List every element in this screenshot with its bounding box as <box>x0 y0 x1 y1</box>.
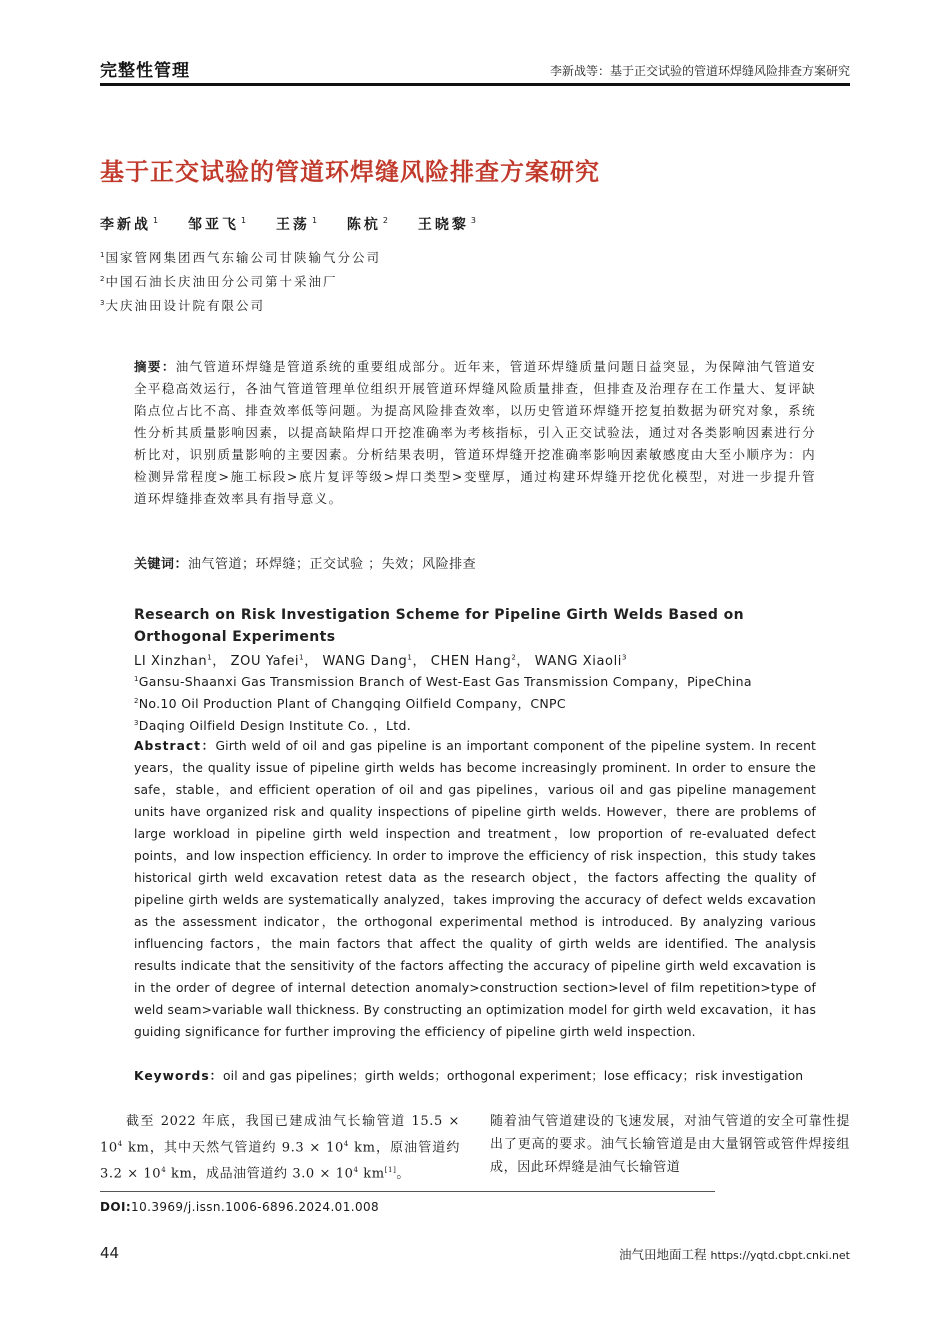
doi-value[interactable]: 10.3969/j.issn.1006-6896.2024.01.008 <box>131 1200 380 1214</box>
author-name-en: WANG Dang <box>322 654 408 669</box>
paper-title-en: Research on Risk Investigation Scheme for Pipeline Girth Welds Based on Orthogonal Experiments <box>134 607 745 645</box>
author-name-en: CHEN Hang <box>430 654 512 669</box>
author-affiliation-mark: 1 <box>240 216 247 226</box>
affiliation-text-en: No.10 Oil Production Plant of Changqing Oilfield Company，CNPC <box>138 696 566 711</box>
keywords-en <box>134 1066 803 1084</box>
affiliation-number: 2 <box>134 696 139 705</box>
body-text-left: 截至 2022 年底，我国已建成油气长输管道 $15.5 \times 10^4$ km，其中天然气管道约 $9.3 \times 10^4$ km，原油管道约 $3.2 \times 10^4$ km，成品油管道约 $3.0 \times 10^4$ km[1]。 <box>100 1114 460 1182</box>
affiliation-text-en: Gansu-Shaanxi Gas Transmission Branch of West-East Gas Transmission Company，PipeChina <box>138 674 752 689</box>
keywords-en-text: oil and gas pipelines；girth welds；orthogonal experiment；lose efficacy；risk investigation <box>222 1069 804 1083</box>
author-affiliation-mark: 2 <box>511 653 517 662</box>
abstract-en <box>134 735 816 1043</box>
affiliation-number: 1 <box>134 674 139 683</box>
running-title: 李新战等：基于正交试验的管道环焊缝风险排查方案研究 <box>549 64 850 78</box>
affiliation-en <box>134 716 411 734</box>
abstract-cn-label: 摘要： <box>134 359 176 374</box>
affiliation-text: 中国石油长庆油田分公司第十采油厂 <box>105 274 338 289</box>
author-name: 王荡 <box>275 217 310 233</box>
author-name-en: ZOU Yafei <box>230 654 300 669</box>
header-divider <box>100 83 850 86</box>
citation-ref[interactable]: [1] <box>384 1166 397 1175</box>
author-list <box>100 214 498 234</box>
keywords-cn-label: 关键词： <box>134 557 189 572</box>
author-affiliation-mark: 3 <box>470 216 476 226</box>
affiliation-en <box>134 694 566 712</box>
author-name: 邹亚飞 <box>187 217 239 233</box>
abstract-cn-text: 油气管道环焊缝是管道系统的重要组成部分。近年来，管道环焊缝质量问题日益突显，为保障油气管道安全平稳高效运行，各油气管道管理单位组织开展管道环焊缝风险质量排查，但排查及治理存在工作量大、复评缺陷点位占比不高、排查效率低等问题。为提高风险排查效率，以历史管道环焊缝开挖复拍数据为研究对象，系统性分析其质量影响因素，以提高缺陷焊口开挖准确率为考核指标，引入正交试验法，通过对各类影响因素进行分析比对，识别质量影响的主要因素。分析结果表明，管道环焊缝开挖准确率影响因素敏感度由大至小顺序为：内检测异常程度>施工标段>底片复评等级>焊口类型>变壁厚，通过构建环焊缝开挖优化模型，对进一步提升管道环焊缝排查效率具有指导意义。 <box>134 359 817 506</box>
author-affiliation-mark: 1 <box>207 653 213 662</box>
journal-url[interactable]: https://yqtd.cbpt.cnki.net <box>710 1249 850 1262</box>
author-affiliation-mark: 1 <box>153 216 159 226</box>
abstract-en-label: Abstract： <box>134 739 216 753</box>
page-number: 44 <box>100 1244 120 1262</box>
author-affiliation-mark: 1 <box>311 216 318 226</box>
affiliation <box>100 272 337 290</box>
paper-title: 基于正交试验的管道环焊缝风险排查方案研究 <box>100 157 600 186</box>
body-text-right: 随着油气管道建设的飞速发展，对油气管道的安全可靠性提出了更高的要求。油气长输管道是由大量钢管或管件焊接组成，因此环焊缝是油气长输管道 <box>490 1114 850 1175</box>
keywords-cn-text: 油气管道；环焊缝；正交试验 ；失效；风险排查 <box>188 557 477 572</box>
affiliation <box>100 248 381 266</box>
section-label: 完整性管理 <box>100 61 190 81</box>
doi-label: DOI: <box>100 1200 132 1214</box>
author-affiliation-mark: 1 <box>299 653 305 662</box>
author-name: 陈杭 <box>346 217 381 233</box>
affiliation-en <box>134 672 752 690</box>
author-affiliation-mark: 3 <box>622 653 628 662</box>
author-name: 李新战 <box>100 217 151 233</box>
author-list-en: LI Xinzhan$^1$， ZOU Yafei$^1$， WANG Dang$^1$， CHEN Hang$^2$， WANG Xiaoli$^3$ <box>134 653 628 669</box>
author-name: 王晓黎 <box>417 217 469 233</box>
doi <box>100 1200 379 1214</box>
journal-footer <box>619 1245 850 1263</box>
affiliation <box>100 296 265 314</box>
footnote-divider <box>100 1191 715 1192</box>
author-affiliation-mark: 1 <box>407 653 413 662</box>
affiliation-number: 1 <box>100 250 105 259</box>
abstract-en-text: Girth weld of oil and gas pipeline is an important component of the pipeline system. In recent years，the quality issue of pipeline girth welds has become increasingly prominent. In order to ensure the safe，stable，and efficient operation of oil and gas pipelines，various oil and gas pipeline management units have organized risk and quality inspections of pipeline girth welds. However，there are problems of large workload in pipeline girth weld inspection and treatment，low proportion of re-evaluated defect points，and low inspection efficiency. In order to improve the efficiency of risk inspection，this study takes historical girth weld excavation retest data as the research object，the factors affecting the quality of pipeline girth welds are systematically analyzed，takes improving the accuracy of defect welds excavation as the assessment indicator，the orthogonal experimental method is introduced. By analyzing various influencing factors，the main factors that affect the quality of girth welds are identified. The analysis results indicate that the sensitivity of the factors affecting the accuracy of pipeline girth weld excavation is in the order of degree of internal detection anomaly>construction section>level of film repetition>type of weld seam>variable wall thickness. By constructing an optimization model for girth weld excavation，it has guiding significance for further improving the efficiency of pipeline girth weld inspection. <box>134 739 816 1039</box>
journal-name: 油气田地面工程 <box>618 1247 707 1262</box>
author-name-en: LI Xinzhan <box>134 654 208 669</box>
affiliation-text-en: Daqing Oilfield Design Institute Co. ，Ltd. <box>138 718 412 733</box>
author-name-en: WANG Xiaoli <box>534 654 622 669</box>
affiliation-number: 2 <box>100 274 105 283</box>
affiliation-number: 3 <box>100 298 105 307</box>
keywords-en-label: Keywords： <box>134 1069 223 1083</box>
affiliation-number: 3 <box>134 718 139 727</box>
abstract-cn <box>134 356 816 510</box>
affiliation-text: 国家管网集团西气东输公司甘陕输气分公司 <box>105 250 381 265</box>
keywords-cn <box>134 553 476 572</box>
author-affiliation-mark: 2 <box>382 216 388 226</box>
affiliation-text: 大庆油田设计院有限公司 <box>105 298 265 313</box>
